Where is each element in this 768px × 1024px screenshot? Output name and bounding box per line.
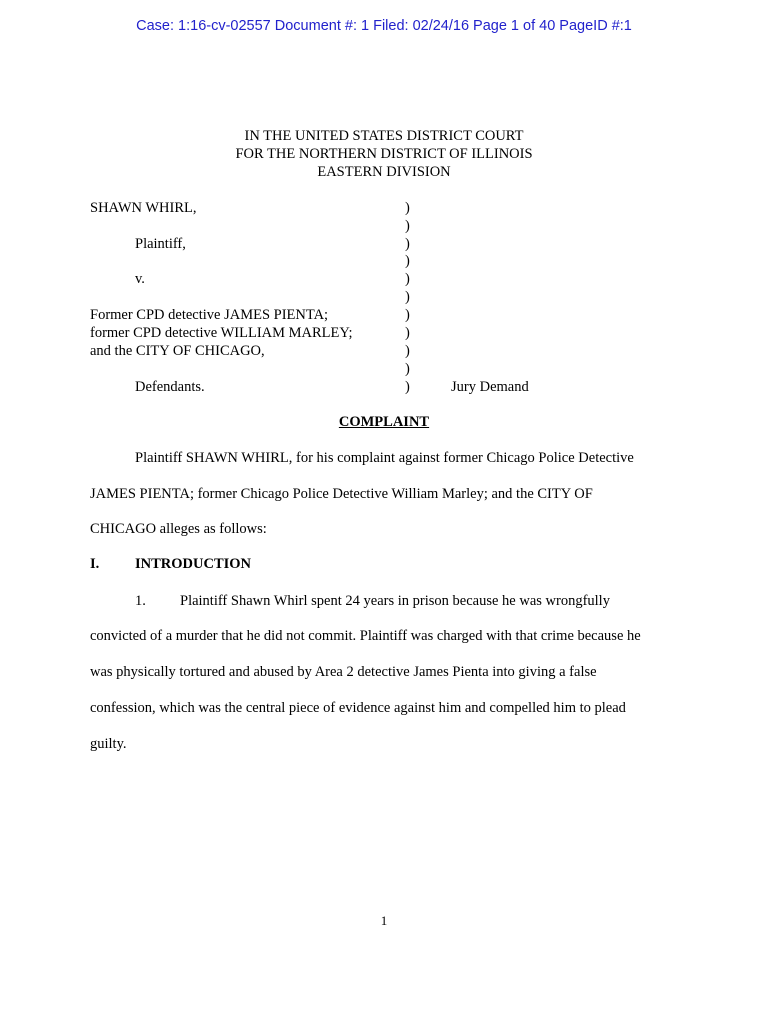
filing-stamp: Case: 1:16-cv-02557 Document #: 1 Filed: 02/24/16 Page 1 of 40 PageID #:1	[136, 18, 632, 34]
intro-line: Plaintiff SHAWN WHIRL, for his complaint against former Chicago Police Detective	[135, 450, 634, 466]
page-number: 1	[380, 913, 388, 928]
caption-paren: )	[405, 325, 410, 341]
paragraph-line: confession, which was the central piece of evidence against him and compelled him to plead	[90, 700, 626, 716]
paragraph-number: 1.	[135, 593, 146, 609]
paragraph-line: convicted of a murder that he did not commit. Plaintiff was charged with that crime because he	[90, 628, 641, 644]
court-name: IN THE UNITED STATES DISTRICT COURT	[244, 128, 524, 144]
section-title: INTRODUCTION	[135, 556, 252, 572]
intro-line: JAMES PIENTA; former Chicago Police Detective William Marley; and the CITY OF	[90, 486, 593, 502]
caption-paren: )	[405, 218, 410, 234]
paragraph-line: Plaintiff Shawn Whirl spent 24 years in prison because he was wrongfully	[180, 593, 610, 609]
caption-paren: )	[405, 307, 410, 323]
caption-paren: )	[405, 236, 410, 252]
court-district: FOR THE NORTHERN DISTRICT OF ILLINOIS	[235, 146, 533, 162]
caption-paren: )	[405, 289, 410, 305]
jury-demand: Jury Demand	[451, 379, 529, 395]
complaint-title: COMPLAINT	[338, 414, 430, 430]
versus: v.	[135, 271, 145, 287]
plaintiff-name: SHAWN WHIRL,	[90, 200, 197, 216]
paragraph-line: guilty.	[90, 736, 127, 752]
defendant-role: Defendants.	[135, 379, 205, 395]
section-number: I.	[90, 556, 100, 572]
plaintiff-role: Plaintiff,	[135, 236, 186, 252]
intro-line: CHICAGO alleges as follows:	[90, 521, 267, 537]
defendant-line: Former CPD detective JAMES PIENTA;	[90, 307, 329, 323]
court-division: EASTERN DIVISION	[317, 164, 451, 180]
defendant-line: former CPD detective WILLIAM MARLEY;	[90, 325, 353, 341]
caption-paren: )	[405, 253, 410, 269]
defendant-line: and the CITY OF CHICAGO,	[90, 343, 265, 359]
caption-paren: )	[405, 361, 410, 377]
caption-paren: )	[405, 343, 410, 359]
caption-paren: )	[405, 271, 410, 287]
caption-paren: )	[405, 379, 410, 395]
caption-paren: )	[405, 200, 410, 216]
paragraph-line: was physically tortured and abused by Area 2 detective James Pienta into giving a false	[90, 664, 597, 680]
